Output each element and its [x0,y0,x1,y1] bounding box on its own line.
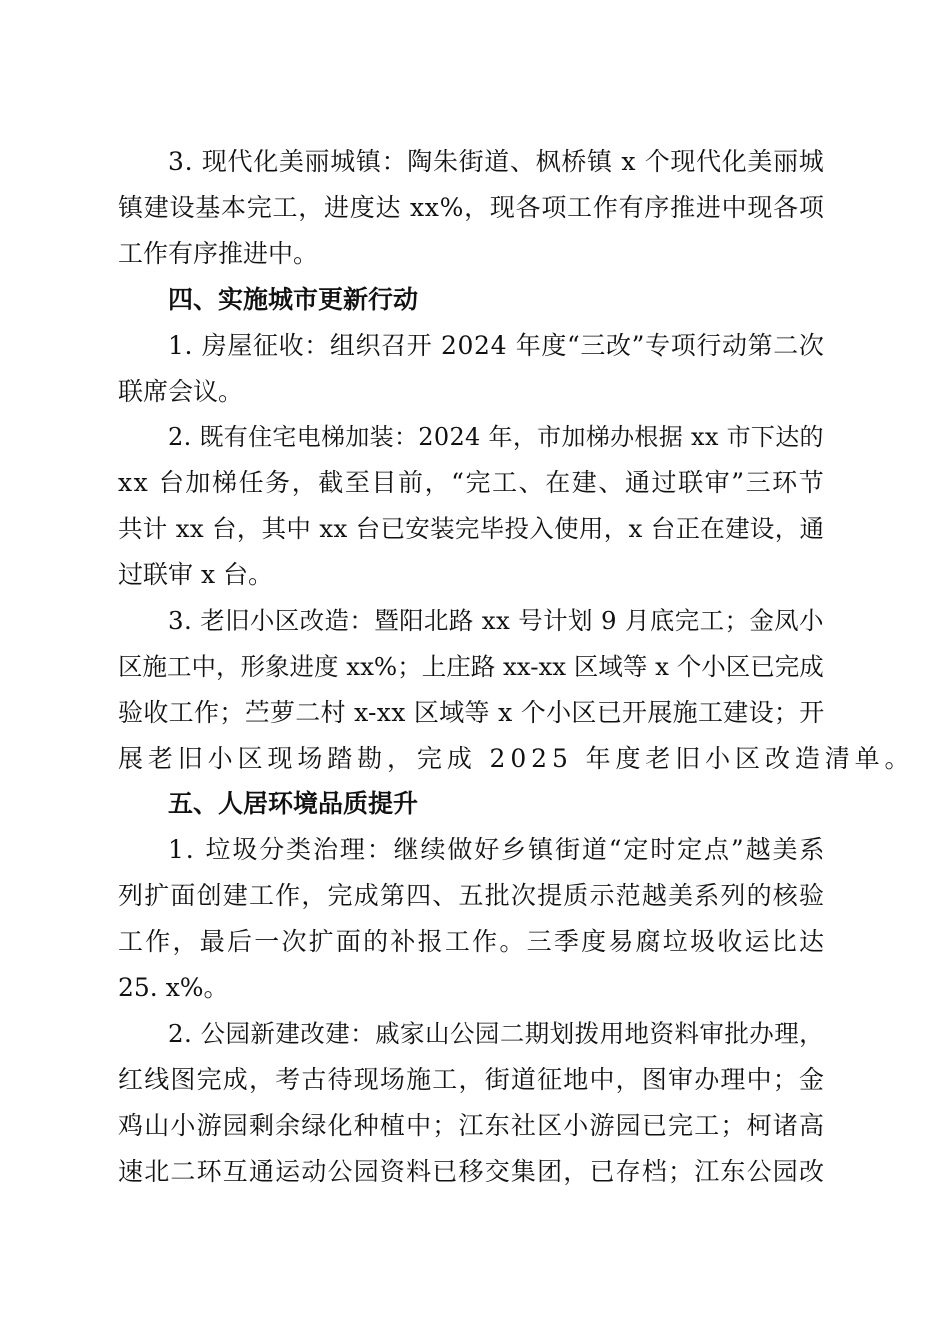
paragraph-line: 2. 公园新建改建：戚家山公园二期划拨用地资料审批办理， [168,1019,825,1048]
section-heading: 四、实施城市更新行动 [168,285,419,314]
paragraph-line: 鸡山小游园剩余绿化种植中；江东社区小游园已完工；柯诸高 [118,1111,826,1140]
paragraph-line: 工作有序推进中。 [118,239,319,268]
paragraph-line: 验收工作；苎萝二村 x-xx 区域等 x 个小区已开展施工建设；开 [118,698,825,727]
paragraph-line: 25. x%。 [118,973,229,1002]
paragraph-line: 2. 既有住宅电梯加装：2024 年，市加梯办根据 xx 市下达的 [168,423,824,451]
paragraph-line: 工作，最后一次扩面的补报工作。三季度易腐垃圾收运比达 [118,927,827,956]
paragraph-line: 3. 现代化美丽城镇：陶朱街道、枫桥镇 x 个现代化美丽城 [168,147,825,176]
paragraph-line: 过联审 x 台。 [118,560,273,589]
paragraph-line: 速北二环互通运动公园资料已移交集团，已存档；江东公园改 [118,1157,826,1186]
paragraph-line: 列扩面创建工作，完成第四、五批次提质示范越美系列的核验 [118,881,826,910]
paragraph-line: 镇建设基本完工，进度达 xx%，现各项工作有序推进中现各项 [118,193,825,222]
paragraph-line: 1. 垃圾分类治理：继续做好乡镇街道“定时定点”越美系 [168,835,827,864]
paragraph-line: 区施工中，形象进度 xx%；上庄路 xx-xx 区域等 x 个小区已完成 [118,652,824,681]
paragraph-line: xx 台加梯任务，截至目前，“完工、在建、通过联审”三环节 [118,468,826,497]
paragraph-line: 红线图完成，考古待现场施工，街道征地中，图审办理中；金 [118,1065,826,1094]
section-heading: 五、人居环境品质提升 [168,789,419,818]
paragraph-line: 3. 老旧小区改造：暨阳北路 xx 号计划 9 月底完工；金凤小 [168,606,824,635]
paragraph-line: 联席会议。 [118,377,244,406]
paragraph-line: 共计 xx 台，其中 xx 台已安装完毕投入使用，x 台正在建设，通 [118,514,825,543]
paragraph-line: 展老旧小区现场踏勘，完成 2025 年度老旧小区改造清单。 [118,744,915,773]
paragraph-line: 1. 房屋征收：组织召开 2024 年度“三改”专项行动第二次 [168,331,825,360]
